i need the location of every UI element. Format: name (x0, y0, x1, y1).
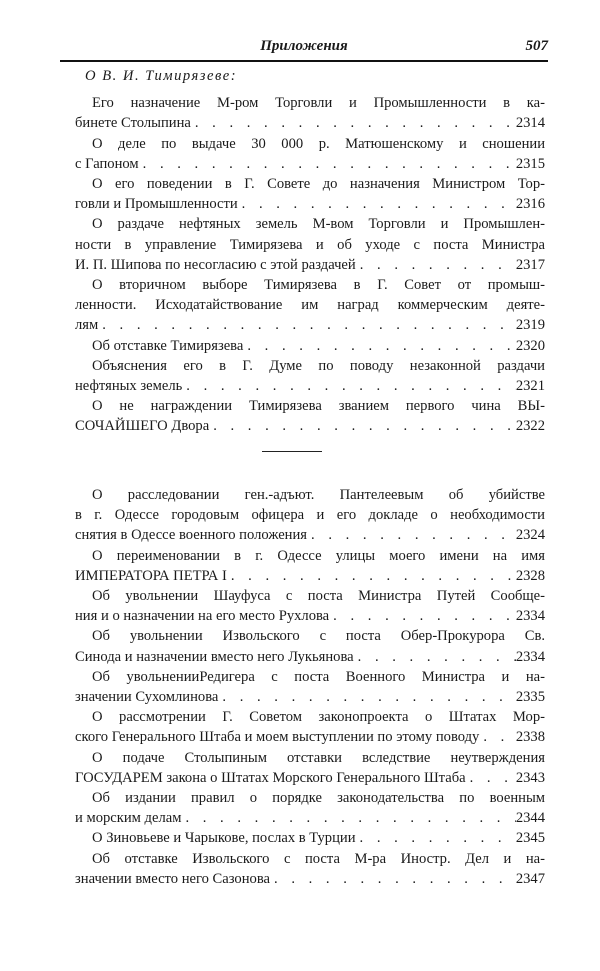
entry-text: ИМПЕРАТОРА ПЕТРА I (75, 567, 227, 584)
entry-line (75, 788, 545, 808)
dot-leader (354, 647, 516, 667)
entry-text: снятия в Одессе военного положения (75, 527, 308, 544)
dot-leader (227, 566, 516, 586)
entry-page-ref: 2319 (515, 317, 545, 334)
entry-text: О Зиновьеве и Чарыкове, послах в Турции (92, 830, 356, 847)
entry-text: Об отставке Извольского с поста М-ра Иностр. Дел и на- (92, 850, 545, 867)
entry-list (75, 93, 545, 436)
dot-leader (243, 336, 515, 356)
entry-page-ref: 2345 (515, 830, 545, 847)
entry-text: Об издании правил о порядке законодательства по военным (92, 790, 545, 807)
entry-last-line (75, 154, 545, 174)
entry-line (75, 626, 545, 646)
entry-line (75, 356, 545, 376)
entry-line (75, 485, 545, 505)
entry-page-ref: 2328 (515, 567, 545, 584)
entry-text: О его поведении в Г. Совете до назначения Министром Тор- (92, 176, 545, 193)
entry-page-ref: 2314 (515, 115, 545, 132)
index-entry (75, 214, 545, 275)
entry-page-ref: 2320 (515, 337, 545, 354)
entry-text: ленности. Исходатайствование им наград коммерческим деяте- (75, 297, 545, 314)
entry-text: СОЧАЙШЕГО Двора (75, 418, 210, 435)
index-entry (75, 849, 545, 889)
dot-leader (479, 727, 515, 747)
section-divider (262, 451, 322, 452)
entry-page-ref: 2335 (515, 689, 545, 706)
section-timiryazev (75, 66, 545, 437)
index-entry (75, 828, 545, 848)
entry-last-line (75, 566, 545, 586)
entry-text: Объяснения его в Г. Думе по поводу незаконной раздачи (92, 357, 545, 374)
dot-leader (209, 416, 516, 436)
dot-leader (356, 828, 516, 848)
entry-last-line (75, 808, 545, 828)
entry-line (75, 275, 545, 295)
entry-text: ности в управление Тимирязева и об уходе с поста Министра (75, 236, 545, 253)
index-entry (75, 336, 545, 356)
index-entry (75, 667, 545, 707)
entry-text: Об увольнении Извольского с поста Обер-Прокурора Св. (92, 628, 545, 645)
entry-last-line (75, 687, 545, 707)
index-entry (75, 586, 545, 626)
entry-text: лям (75, 317, 99, 334)
index-entry (75, 546, 545, 586)
entry-page-ref: 2334 (515, 608, 545, 625)
entry-last-line (75, 606, 545, 626)
dot-leader (238, 194, 516, 214)
entry-line (75, 396, 545, 416)
entry-text: ского Генерального Штаба и моем выступлении по этому поводу (75, 729, 480, 746)
entry-page-ref: 2338 (515, 729, 545, 746)
entry-list (75, 485, 545, 889)
entry-page-ref: 2322 (515, 418, 545, 435)
entry-line (75, 235, 545, 255)
entry-text: О вторичном выборе Тимирязева в Г. Совет от промыш- (92, 277, 545, 294)
entry-line (75, 748, 545, 768)
dot-leader (307, 525, 516, 545)
entry-page-ref: 2321 (515, 378, 545, 395)
entry-line (75, 174, 545, 194)
entry-last-line (75, 336, 545, 356)
index-entry (75, 396, 545, 436)
entry-page-ref: 2334 (515, 648, 545, 665)
entry-text: в г. Одессе городовым офицера и его докладе о необходимости (75, 507, 545, 524)
entry-page-ref: 2316 (515, 196, 545, 213)
entry-text: с Гапоном (75, 155, 139, 172)
section-heading: О В. И. Тимирязеве: (85, 68, 238, 84)
entry-text: О подаче Столыпиным отставки вследствие неутверждения (92, 749, 545, 766)
entry-line (75, 295, 545, 315)
dot-leader (139, 154, 516, 174)
section-misc (75, 485, 545, 889)
index-entry (75, 93, 545, 133)
entry-text: значении вместо него Сазонова (75, 870, 271, 887)
entry-text: О раздаче нефтяных земель М-вом Торговли и Промышлен- (92, 216, 545, 233)
dot-leader (181, 808, 515, 828)
entry-line (75, 849, 545, 869)
index-entry (75, 356, 545, 396)
entry-text: И. П. Шипова по несогласию с этой раздачей (75, 256, 356, 273)
entry-last-line (75, 113, 545, 133)
entry-line (75, 546, 545, 566)
entry-text: значении Сухомлинова (75, 689, 219, 706)
entry-page-ref: 2347 (515, 870, 545, 887)
entry-last-line (75, 255, 545, 275)
index-entry (75, 707, 545, 747)
dot-leader (466, 768, 516, 788)
entry-page-ref: 2324 (515, 527, 545, 544)
index-entry (75, 626, 545, 666)
entry-text: говли и Промышленности (75, 196, 238, 213)
entry-text: Синода и назначении вместо него Лукьянова (75, 648, 354, 665)
entry-last-line (75, 828, 545, 848)
running-header (60, 36, 548, 62)
entry-text: О переименовании в г. Одессе улицы моего имени на имя (92, 547, 545, 564)
entry-last-line (75, 416, 545, 436)
entry-page-ref: 2315 (515, 155, 545, 172)
entry-last-line (75, 376, 545, 396)
index-entry (75, 134, 545, 174)
page-number: 507 (525, 38, 548, 54)
entry-last-line (75, 727, 545, 747)
index-entry (75, 788, 545, 828)
entry-text: Об отставке Тимирязева (92, 337, 244, 354)
entry-text: бинете Столыпина (75, 115, 191, 132)
entry-text: О деле по выдаче 30 000 р. Матюшенскому и сношении (92, 135, 545, 152)
dot-leader (182, 376, 516, 396)
dot-leader (270, 869, 516, 889)
entry-text: Об увольненииРедигера с поста Военного Министра и на- (92, 668, 545, 685)
entry-page-ref: 2343 (515, 769, 545, 786)
entry-text: О рассмотрении Г. Советом законопроекта о Штатах Мор- (92, 709, 545, 726)
entry-text: нефтяных земель (75, 378, 183, 395)
index-entry (75, 174, 545, 214)
entry-last-line (75, 315, 545, 335)
entry-text: О расследовании ген.-адъют. Пантелеевым об убийстве (92, 487, 545, 503)
header-title: Приложения (260, 38, 348, 54)
entry-line (75, 505, 545, 525)
entry-last-line (75, 768, 545, 788)
index-entry (75, 485, 545, 546)
entry-line (75, 214, 545, 234)
index-entry (75, 748, 545, 788)
entry-line (75, 134, 545, 154)
entry-last-line (75, 525, 545, 545)
entry-line (75, 667, 545, 687)
entry-last-line (75, 647, 545, 667)
entry-text: ния и о назначении на его место Рухлова (75, 608, 330, 625)
entry-page-ref: 2317 (515, 256, 545, 273)
entry-text: Его назначение М-ром Торговли и Промышленности в ка- (92, 95, 545, 112)
entry-last-line (75, 869, 545, 889)
entry-line (75, 586, 545, 606)
entry-last-line (75, 194, 545, 214)
dot-leader (191, 113, 516, 133)
dot-leader (218, 687, 515, 707)
dot-leader (356, 255, 516, 275)
entry-text: Об увольнении Шауфуса с поста Министра Путей Сообще- (92, 588, 545, 605)
index-entry (75, 275, 545, 336)
entry-page-ref: 2344 (515, 810, 545, 827)
entry-text: и морским делам (75, 810, 182, 827)
entry-text: ГОСУДАРЕМ закона о Штатах Морского Генерального Штаба (75, 769, 466, 786)
dot-leader (329, 606, 516, 626)
entry-line (75, 707, 545, 727)
dot-leader (98, 315, 516, 335)
entry-line (75, 93, 545, 113)
entry-text: О не награждении Тимирязева званием первого чина ВЫ- (92, 398, 545, 415)
